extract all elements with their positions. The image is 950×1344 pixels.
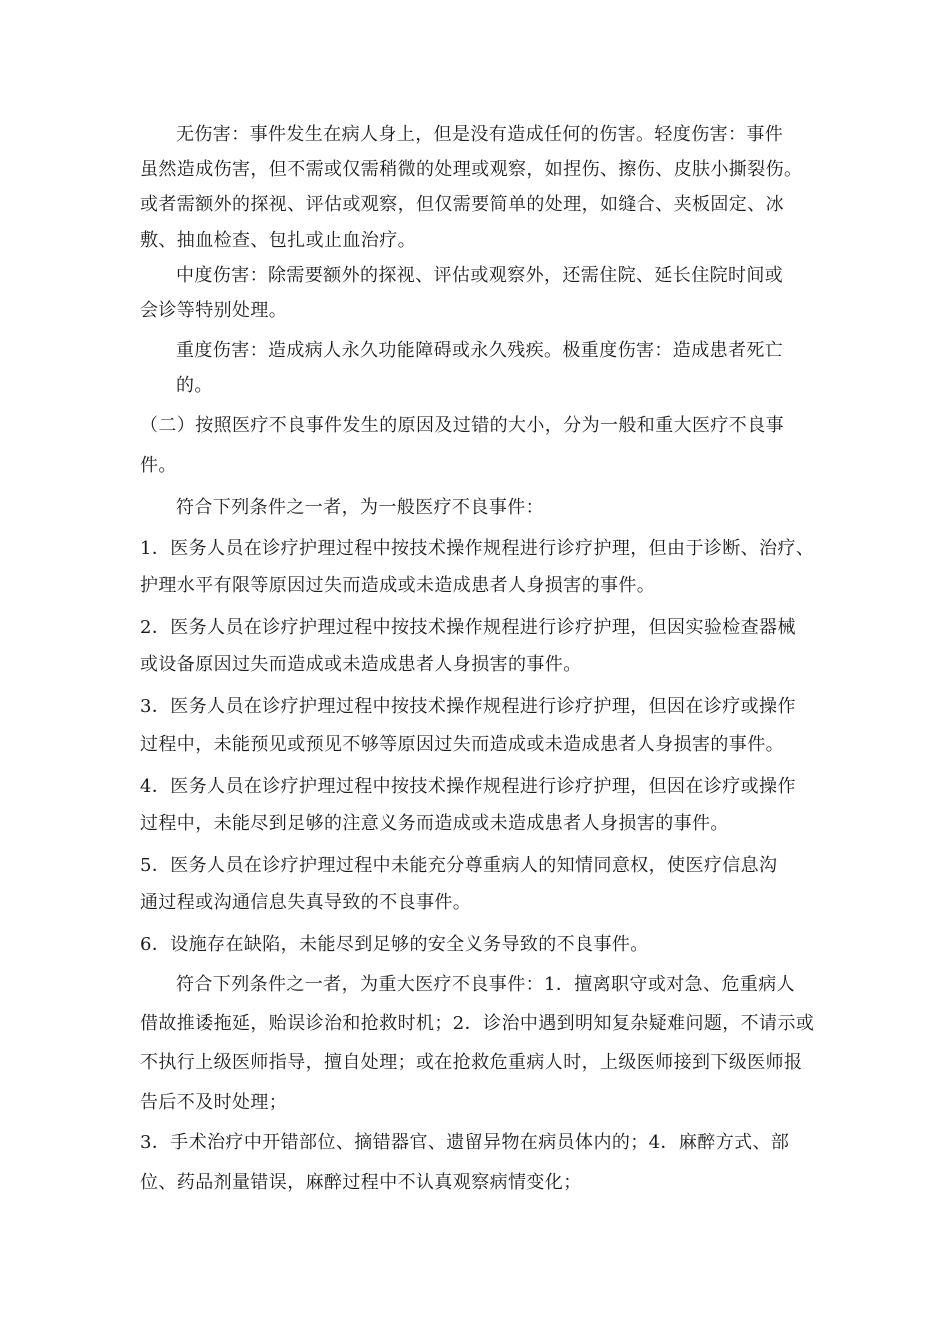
text-line: 位、药品剂量错误，麻醉过程中不认真观察病情变化； xyxy=(140,1172,582,1193)
text-line: 3．手术治疗中开错部位、摘错器官、遗留异物在病员体内的；4．麻醉方式、部 xyxy=(140,1132,790,1153)
text-line: 符合下列条件之一者，为重大医疗不良事件：1．擅离职守或对急、危重病人 xyxy=(176,974,796,995)
text-line: 1．医务人员在诊疗护理过程中按技术操作规程进行诊疗护理，但由于诊断、治疗、 xyxy=(140,538,815,559)
text-line: 中度伤害：除需要额外的探视、评估或观察外，还需住院、延长住院时间或 xyxy=(176,265,784,286)
text-line: 无伤害：事件发生在病人身上，但是没有造成任何的伤害。轻度伤害：事件 xyxy=(176,124,784,145)
text-line: 告后不及时处理； xyxy=(140,1092,288,1113)
text-line: 敷、抽血检查、包扎或止血治疗。 xyxy=(140,230,416,251)
text-line: 护理水平有限等原因过失而造成或未造成患者人身损害的事件。 xyxy=(140,575,656,596)
text-line: 过程中，未能预见或预见不够等原因过失而造成或未造成患者人身损害的事件。 xyxy=(140,734,784,755)
text-line: 6．设施存在缺陷，未能尽到足够的安全义务导致的不良事件。 xyxy=(140,934,649,955)
text-line: 会诊等特别处理。 xyxy=(140,300,288,321)
text-line: 重度伤害：造成病人永久功能障碍或永久残疾。极重度伤害：造成患者死亡 xyxy=(176,340,784,361)
text-line: 或者需额外的探视、评估或观察，但仅需要简单的处理，如缝合、夹板固定、冰 xyxy=(140,194,784,215)
text-line: 虽然造成伤害，但不需或仅需稍微的处理或观察，如捏伤、擦伤、皮肤小撕裂伤。 xyxy=(140,159,803,180)
text-line: 件。 xyxy=(140,455,177,476)
text-line: 2．医务人员在诊疗护理过程中按技术操作规程进行诊疗护理，但因实验检查器械 xyxy=(140,617,796,638)
text-line: 过程中，未能尽到足够的注意义务而造成或未造成患者人身损害的事件。 xyxy=(140,813,729,834)
text-line: 3．医务人员在诊疗护理过程中按技术操作规程进行诊疗护理，但因在诊疗或操作 xyxy=(140,696,796,717)
text-line: 不执行上级医师指导，擅自处理；或在抢救危重病人时，上级医师接到下级医师报 xyxy=(140,1052,803,1073)
text-line: 或设备原因过失而造成或未造成患者人身损害的事件。 xyxy=(140,654,582,675)
text-line: （二）按照医疗不良事件发生的原因及过错的大小，分为一般和重大医疗不良事 xyxy=(140,415,784,436)
text-line: 5．医务人员在诊疗护理过程中未能充分尊重病人的知情同意权，使医疗信息沟 xyxy=(140,855,778,876)
text-line: 通过程或沟通信息失真导致的不良事件。 xyxy=(140,892,472,913)
text-line: 4．医务人员在诊疗护理过程中按技术操作规程进行诊疗护理，但因在诊疗或操作 xyxy=(140,776,796,797)
text-line: 的。 xyxy=(176,375,213,396)
text-line: 借故推诿拖延，贻误诊治和抢救时机；2．诊治中遇到明知复杂疑难问题，不请示或 xyxy=(140,1013,815,1034)
text-line: 符合下列条件之一者，为一般医疗不良事件： xyxy=(176,497,544,518)
